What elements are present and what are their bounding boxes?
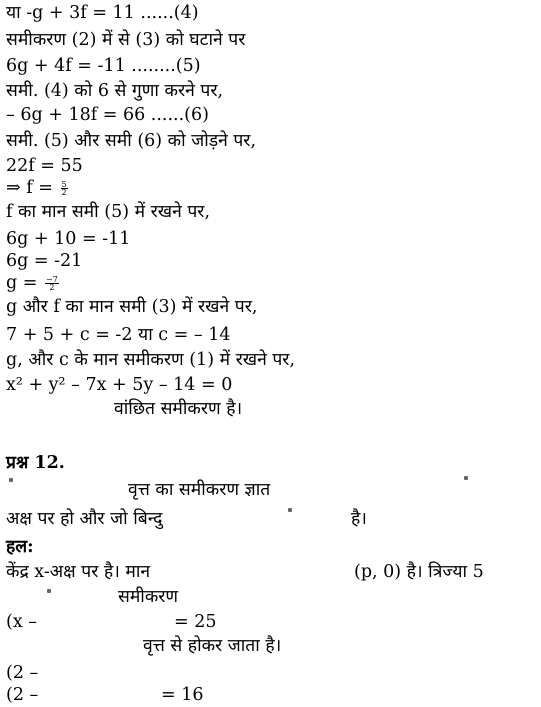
step-add-text: समी. (5) और समी (6) को जोड़ने पर, (6, 131, 257, 151)
solution-line-3-end: = 25 (174, 612, 217, 632)
equation-6g: 6g = -21 (6, 251, 83, 271)
equation-line-5: 6g + 4f = -11 ........(5) (6, 56, 201, 76)
solution-line-6-end: = 16 (161, 685, 204, 705)
artifact-mark (47, 589, 51, 593)
equation-line-6: – 6g + 18f = 66 ......(6) (6, 105, 209, 125)
final-equation: x² + y² – 7x + 5y – 14 = 0 (6, 375, 233, 395)
question-text-line-2-end: है। (351, 509, 367, 529)
equation-line-4: या -g + 3f = 11 ......(4) (6, 3, 199, 23)
g-fraction (45, 276, 59, 291)
solution-line-6-start: (2 – (6, 685, 39, 705)
step-multiply-text: समी. (4) को 6 से गुणा करने पर, (6, 81, 224, 101)
artifact-mark (288, 508, 292, 512)
equation-22f: 22f = 55 (6, 156, 83, 176)
f-value-prefix: ⇒ f = (6, 178, 59, 198)
required-equation-text: वांछित समीकरण है। (114, 399, 243, 419)
g-value-prefix: g = (6, 273, 43, 293)
equation-c: 7 + 5 + c = -2 या c = – 14 (6, 325, 231, 345)
step-substitute-f-text: f का मान समी (5) में रखने पर, (6, 202, 211, 222)
question-label: प्रश्न 12. (6, 453, 65, 473)
f-value-line (6, 177, 68, 199)
solution-line-4: वृत्त से होकर जाता है। (143, 636, 282, 656)
question-text-line-1: वृत्त का समीकरण ज्ञात (128, 480, 271, 500)
f-fraction (61, 181, 68, 196)
g-fraction-numerator: −7 (46, 275, 58, 284)
artifact-mark (9, 478, 13, 482)
solution-line-5: (2 – (6, 663, 39, 683)
solution-line-1: केंद्र x-अक्ष पर है। मान (6, 562, 151, 582)
step-substitute-gf-text: g और f का मान समी (3) में रखने पर, (6, 297, 258, 317)
solution-line-2: समीकरण (118, 587, 179, 607)
solution-label: हल: (6, 537, 34, 557)
g-value-line (6, 272, 59, 294)
equation-6g-10: 6g + 10 = -11 (6, 229, 131, 249)
solution-line-1-end: (p, 0) है। त्रिज्या 5 (354, 562, 484, 582)
step-substitute-gc-text: g, और c के मान समीकरण (1) में रखने पर, (6, 350, 296, 370)
artifact-mark (464, 476, 468, 480)
f-fraction-numerator: 5 (61, 180, 67, 189)
solution-line-3-start: (x – (6, 612, 38, 632)
question-text-line-2: अक्ष पर हो और जो बिन्दु (6, 509, 163, 529)
step-subtract-text: समीकरण (2) में से (3) को घटाने पर (6, 30, 246, 50)
g-fraction-denominator: 2 (49, 283, 55, 292)
f-fraction-denominator: 2 (61, 188, 67, 197)
